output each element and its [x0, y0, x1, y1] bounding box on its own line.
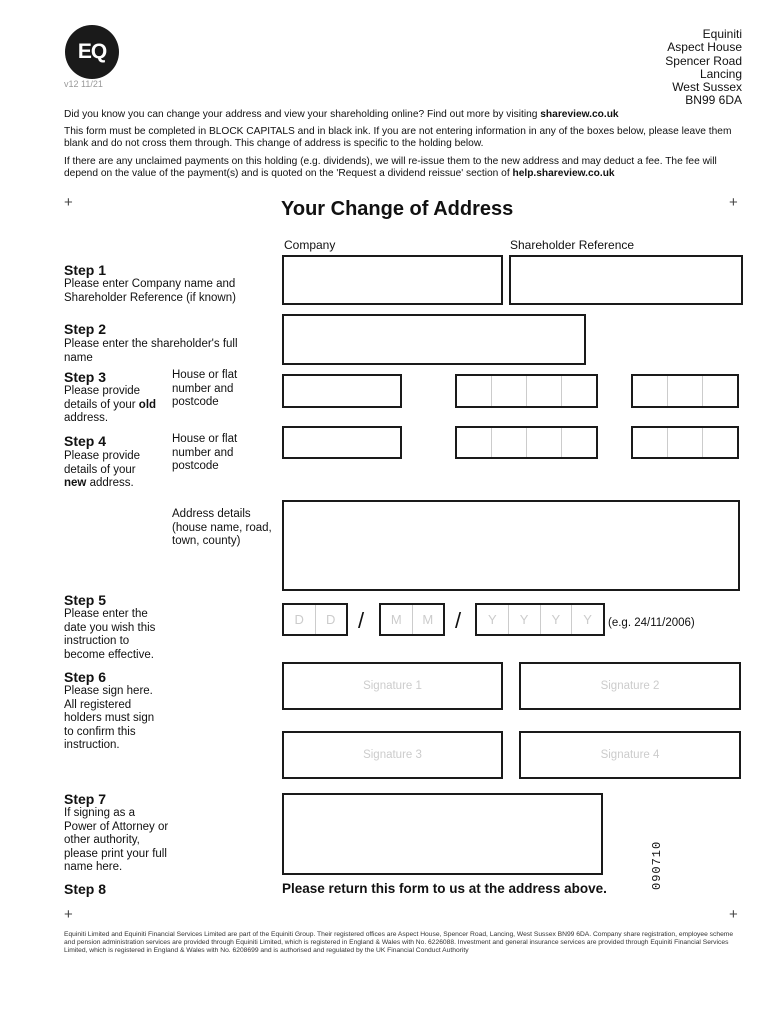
- registration-mark: +: [729, 906, 738, 923]
- step1-description: Please enter Company name and Shareholder Reference (if known): [64, 278, 236, 304]
- company-input[interactable]: [282, 255, 503, 305]
- new-house-label: House or flat number and postcode: [172, 433, 238, 473]
- step8-title: Step 8: [64, 881, 107, 897]
- step5-title: Step 5: [64, 592, 107, 608]
- month-cell[interactable]: M: [422, 612, 434, 627]
- postcode-cell[interactable]: [457, 428, 492, 457]
- address-details-input[interactable]: [282, 500, 740, 591]
- old-emphasis: old: [138, 398, 157, 411]
- address-details-label: Address details (house name, road, town, county): [172, 508, 272, 548]
- year-input[interactable]: [475, 603, 605, 636]
- year-cell[interactable]: Y: [583, 612, 592, 627]
- shareview-link[interactable]: shareview.co.uk: [540, 109, 619, 120]
- postcode-cell[interactable]: [562, 428, 596, 457]
- step2-title: Step 2: [64, 321, 107, 337]
- old-postcode-inward-input[interactable]: [631, 374, 739, 408]
- return-address: [665, 28, 742, 108]
- shareholder-name-input[interactable]: [282, 314, 586, 365]
- day-input[interactable]: [282, 603, 348, 636]
- postcode-cell[interactable]: [703, 428, 737, 457]
- logo-text: EQ: [77, 40, 107, 63]
- address-line: Spencer Road: [665, 53, 742, 68]
- address-line: Lancing: [699, 66, 742, 81]
- date-separator: /: [455, 608, 462, 633]
- signature-1-box[interactable]: Signature 1: [282, 662, 503, 710]
- form-code-text: 090710: [650, 840, 664, 890]
- registration-mark: +: [729, 194, 738, 211]
- new-postcode-outward-input[interactable]: [455, 426, 598, 459]
- day-cell[interactable]: D: [284, 605, 316, 634]
- postcode-cell[interactable]: [527, 428, 562, 457]
- step6-description: Please sign here. All registered holders must sign to confirm this instruction.: [64, 685, 155, 752]
- registration-mark: +: [64, 194, 73, 211]
- postcode-cell[interactable]: [492, 376, 527, 406]
- postcode-cell[interactable]: [457, 376, 492, 406]
- postcode-cell[interactable]: [492, 428, 527, 457]
- address-line: West Sussex: [672, 80, 742, 95]
- step3-description: [64, 385, 159, 426]
- postcode-cell[interactable]: [668, 376, 703, 406]
- step6-title: Step 6: [64, 669, 107, 685]
- signature-3-box[interactable]: Signature 3: [282, 731, 503, 779]
- postcode-cell[interactable]: [562, 376, 596, 406]
- month-cell[interactable]: M: [381, 605, 413, 634]
- form-title: Your Change of Address: [281, 198, 514, 220]
- unclaimed-payments-notice: [64, 156, 742, 181]
- signature-4-box[interactable]: Signature 4: [519, 731, 741, 779]
- step1-title: Step 1: [64, 262, 107, 278]
- unclaimed-text: If there are any unclaimed payments on this holding (e.g. dividends), we will re-issue them to the new address and may deduct a fee. The fee will depend on the value of the payment(s) and is quoted on the 'Request a dividend reissue' section of: [64, 156, 717, 180]
- step4-title: Step 4: [64, 433, 107, 449]
- old-postcode-outward-input[interactable]: [455, 374, 598, 408]
- year-cell[interactable]: Y: [509, 605, 541, 634]
- shareholder-reference-input[interactable]: [509, 255, 743, 305]
- new-emphasis: new: [64, 477, 87, 490]
- address-line: BN99 6DA: [685, 93, 742, 108]
- return-instruction: Please return this form to us at the address above.: [282, 881, 607, 896]
- month-input[interactable]: [379, 603, 445, 636]
- step2-description: Please enter the shareholder's full name: [64, 338, 238, 364]
- equiniti-logo: [65, 25, 119, 79]
- postcode-cell[interactable]: [668, 428, 703, 457]
- step3-title: Step 3: [64, 369, 107, 385]
- step4-desc-text: Please provide details of your: [64, 450, 141, 476]
- signature-2-box[interactable]: Signature 2: [519, 662, 741, 710]
- online-notice: [64, 109, 742, 121]
- postcode-cell[interactable]: [703, 376, 737, 406]
- new-house-number-input[interactable]: [282, 426, 402, 459]
- postcode-cell[interactable]: [633, 428, 668, 457]
- form-version: v12 11/21: [64, 79, 103, 89]
- step5-description: Please enter the date you wish this instruction to become effective.: [64, 608, 156, 661]
- step3-desc-text: Please provide details of your: [64, 385, 141, 411]
- authority-name-input[interactable]: [282, 793, 603, 875]
- registration-mark: +: [64, 906, 73, 923]
- step3-desc-text: address.: [64, 412, 109, 425]
- help-shareview-link[interactable]: help.shareview.co.uk: [512, 168, 615, 180]
- legal-footer: Equiniti Limited and Equiniti Financial Services Limited are part of the Equiniti Group. Their registered offices are Aspect House, Spencer Road, Lancing, West Sussex BN99 6DA. Company share registration, employee scheme and pension administration services are provided through Equiniti Limited, which is registered in England & Wales with No. 6226088. Investment and general insurance services are provided through Equiniti Financial Services Limited, which is registered in England & Wales with No. 6208699 and is authorised and regulated by the UK Financial Conduct Authority: [64, 931, 734, 955]
- new-postcode-inward-input[interactable]: [631, 426, 739, 459]
- company-label: Company: [284, 238, 336, 252]
- address-line: Aspect House: [667, 40, 742, 55]
- block-capitals-notice: This form must be completed in BLOCK CAPITALS and in black ink. If you are not entering information in any of the boxes below, please leave them blank and do not cross them through. This change of address is specific to the holding below.: [64, 126, 732, 150]
- day-cell[interactable]: D: [326, 612, 336, 627]
- date-example: (e.g. 24/11/2006): [608, 617, 695, 629]
- step4-description: [64, 450, 159, 491]
- date-separator: /: [358, 608, 365, 633]
- old-house-number-input[interactable]: [282, 374, 402, 408]
- form-code: [646, 830, 666, 890]
- old-house-label: House or flat number and postcode: [172, 369, 238, 409]
- postcode-cell[interactable]: [633, 376, 668, 406]
- year-cell[interactable]: Y: [541, 605, 573, 634]
- online-notice-text: Did you know you can change your address and view your shareholding online? Find out more by visiting: [64, 109, 541, 120]
- year-cell[interactable]: Y: [477, 605, 509, 634]
- shareholder-reference-label: Shareholder Reference: [510, 238, 635, 252]
- step4-desc-text: address.: [86, 477, 134, 490]
- address-line: Equiniti: [702, 27, 742, 41]
- step7-description: If signing as a Power of Attorney or other authority, please print your full name here.: [64, 807, 169, 874]
- postcode-cell[interactable]: [527, 376, 562, 406]
- step7-title: Step 7: [64, 791, 107, 807]
